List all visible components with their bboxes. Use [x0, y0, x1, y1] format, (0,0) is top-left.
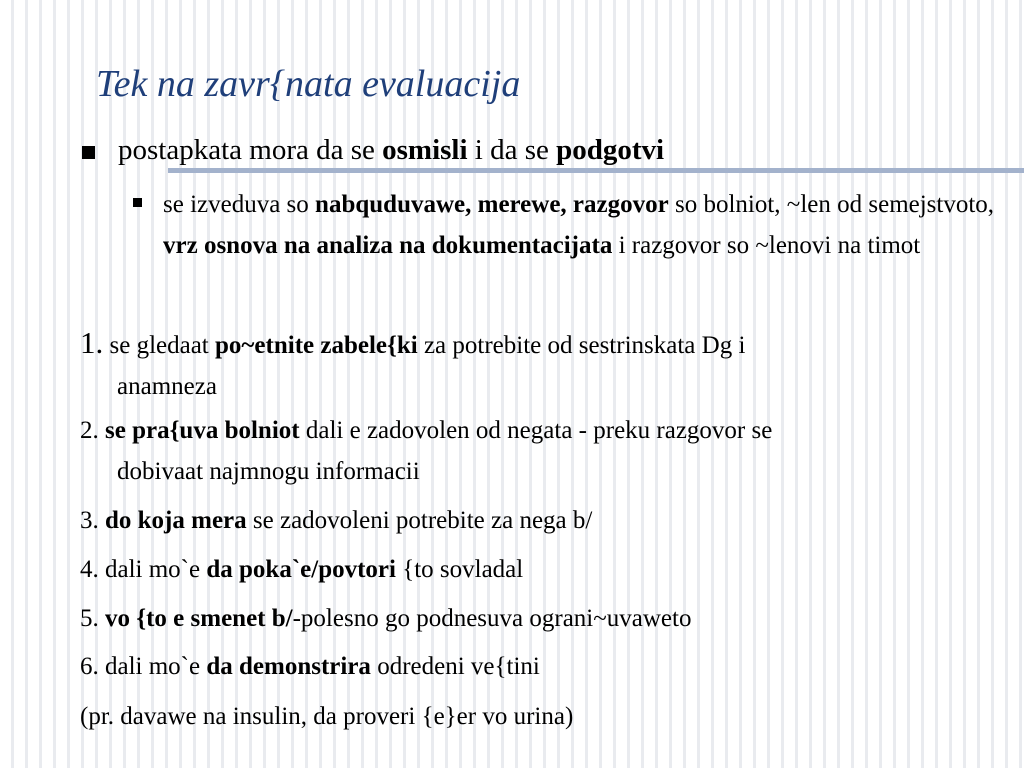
square-bullet-icon	[133, 198, 142, 207]
text-run: dali e zadovolen od negata - preku razgovor se	[299, 417, 773, 444]
numbered-item-6	[80, 646, 1024, 687]
continuation-line: anamneza	[117, 373, 217, 400]
bold-run: po~etnite zabele{ki	[215, 332, 418, 359]
item-number: 6.	[80, 653, 99, 680]
text-run: za potrebite od sestrinskata Dg i	[417, 332, 746, 359]
text-run: odredeni ve{tini	[370, 653, 540, 680]
text-run: dali mo`e	[98, 556, 207, 583]
text-run: {to sovladal	[395, 556, 524, 583]
bold-run: da poka`e/povtori	[206, 556, 396, 583]
numbered-item-3	[80, 500, 1024, 541]
item-number: 1.	[80, 325, 104, 360]
bold-run: nabquduvawe, merewe, razgovor	[315, 191, 669, 218]
text-run: dali mo`e	[98, 653, 207, 680]
text-run: so bolniot, ~len od semejstvoto,	[668, 191, 995, 218]
bold-run: do koja mera	[105, 507, 247, 534]
numbered-item-2	[80, 410, 1024, 492]
item-number: 5.	[80, 605, 99, 632]
example-line: (pr. davawe na insulin, da proveri {e}er vo urina)	[80, 703, 574, 730]
item-number: 4.	[80, 556, 99, 583]
numbered-item-4	[80, 549, 1024, 590]
bold-run: osmisli	[382, 134, 468, 166]
bold-run: podgotvi	[556, 134, 665, 166]
text-run: se zadovoleni potrebite za nega b/	[246, 507, 593, 534]
item-number: 3.	[80, 507, 99, 534]
text-run: -polesno go podnesuva ograni~uvaweto	[292, 605, 692, 632]
bullet-level2	[163, 184, 1023, 266]
text-run: i razgovor so ~lenovi na timot	[612, 232, 921, 259]
bold-run: vrz osnova na analiza na dokumentacijata	[163, 232, 613, 259]
slide-title: Tek na zavr{nata evaluacija	[96, 63, 521, 105]
bold-run: da demonstrira	[206, 653, 371, 680]
item-number: 2.	[80, 417, 99, 444]
text-run: se izveduva so	[163, 191, 316, 218]
text-run: i da se	[467, 134, 557, 166]
text-run: se gledaat	[103, 332, 216, 359]
numbered-item-1	[80, 322, 1024, 407]
bold-run: se pra{uva bolniot	[105, 417, 300, 444]
numbered-item-5	[80, 598, 1024, 639]
text-run: postapkata mora da se	[118, 134, 383, 166]
continuation-line: dobivaat najmnogu informacii	[117, 458, 420, 485]
square-bullet-icon	[82, 146, 95, 159]
bold-run: vo {to e smenet b/	[105, 605, 293, 632]
bullet-level1	[118, 130, 664, 170]
